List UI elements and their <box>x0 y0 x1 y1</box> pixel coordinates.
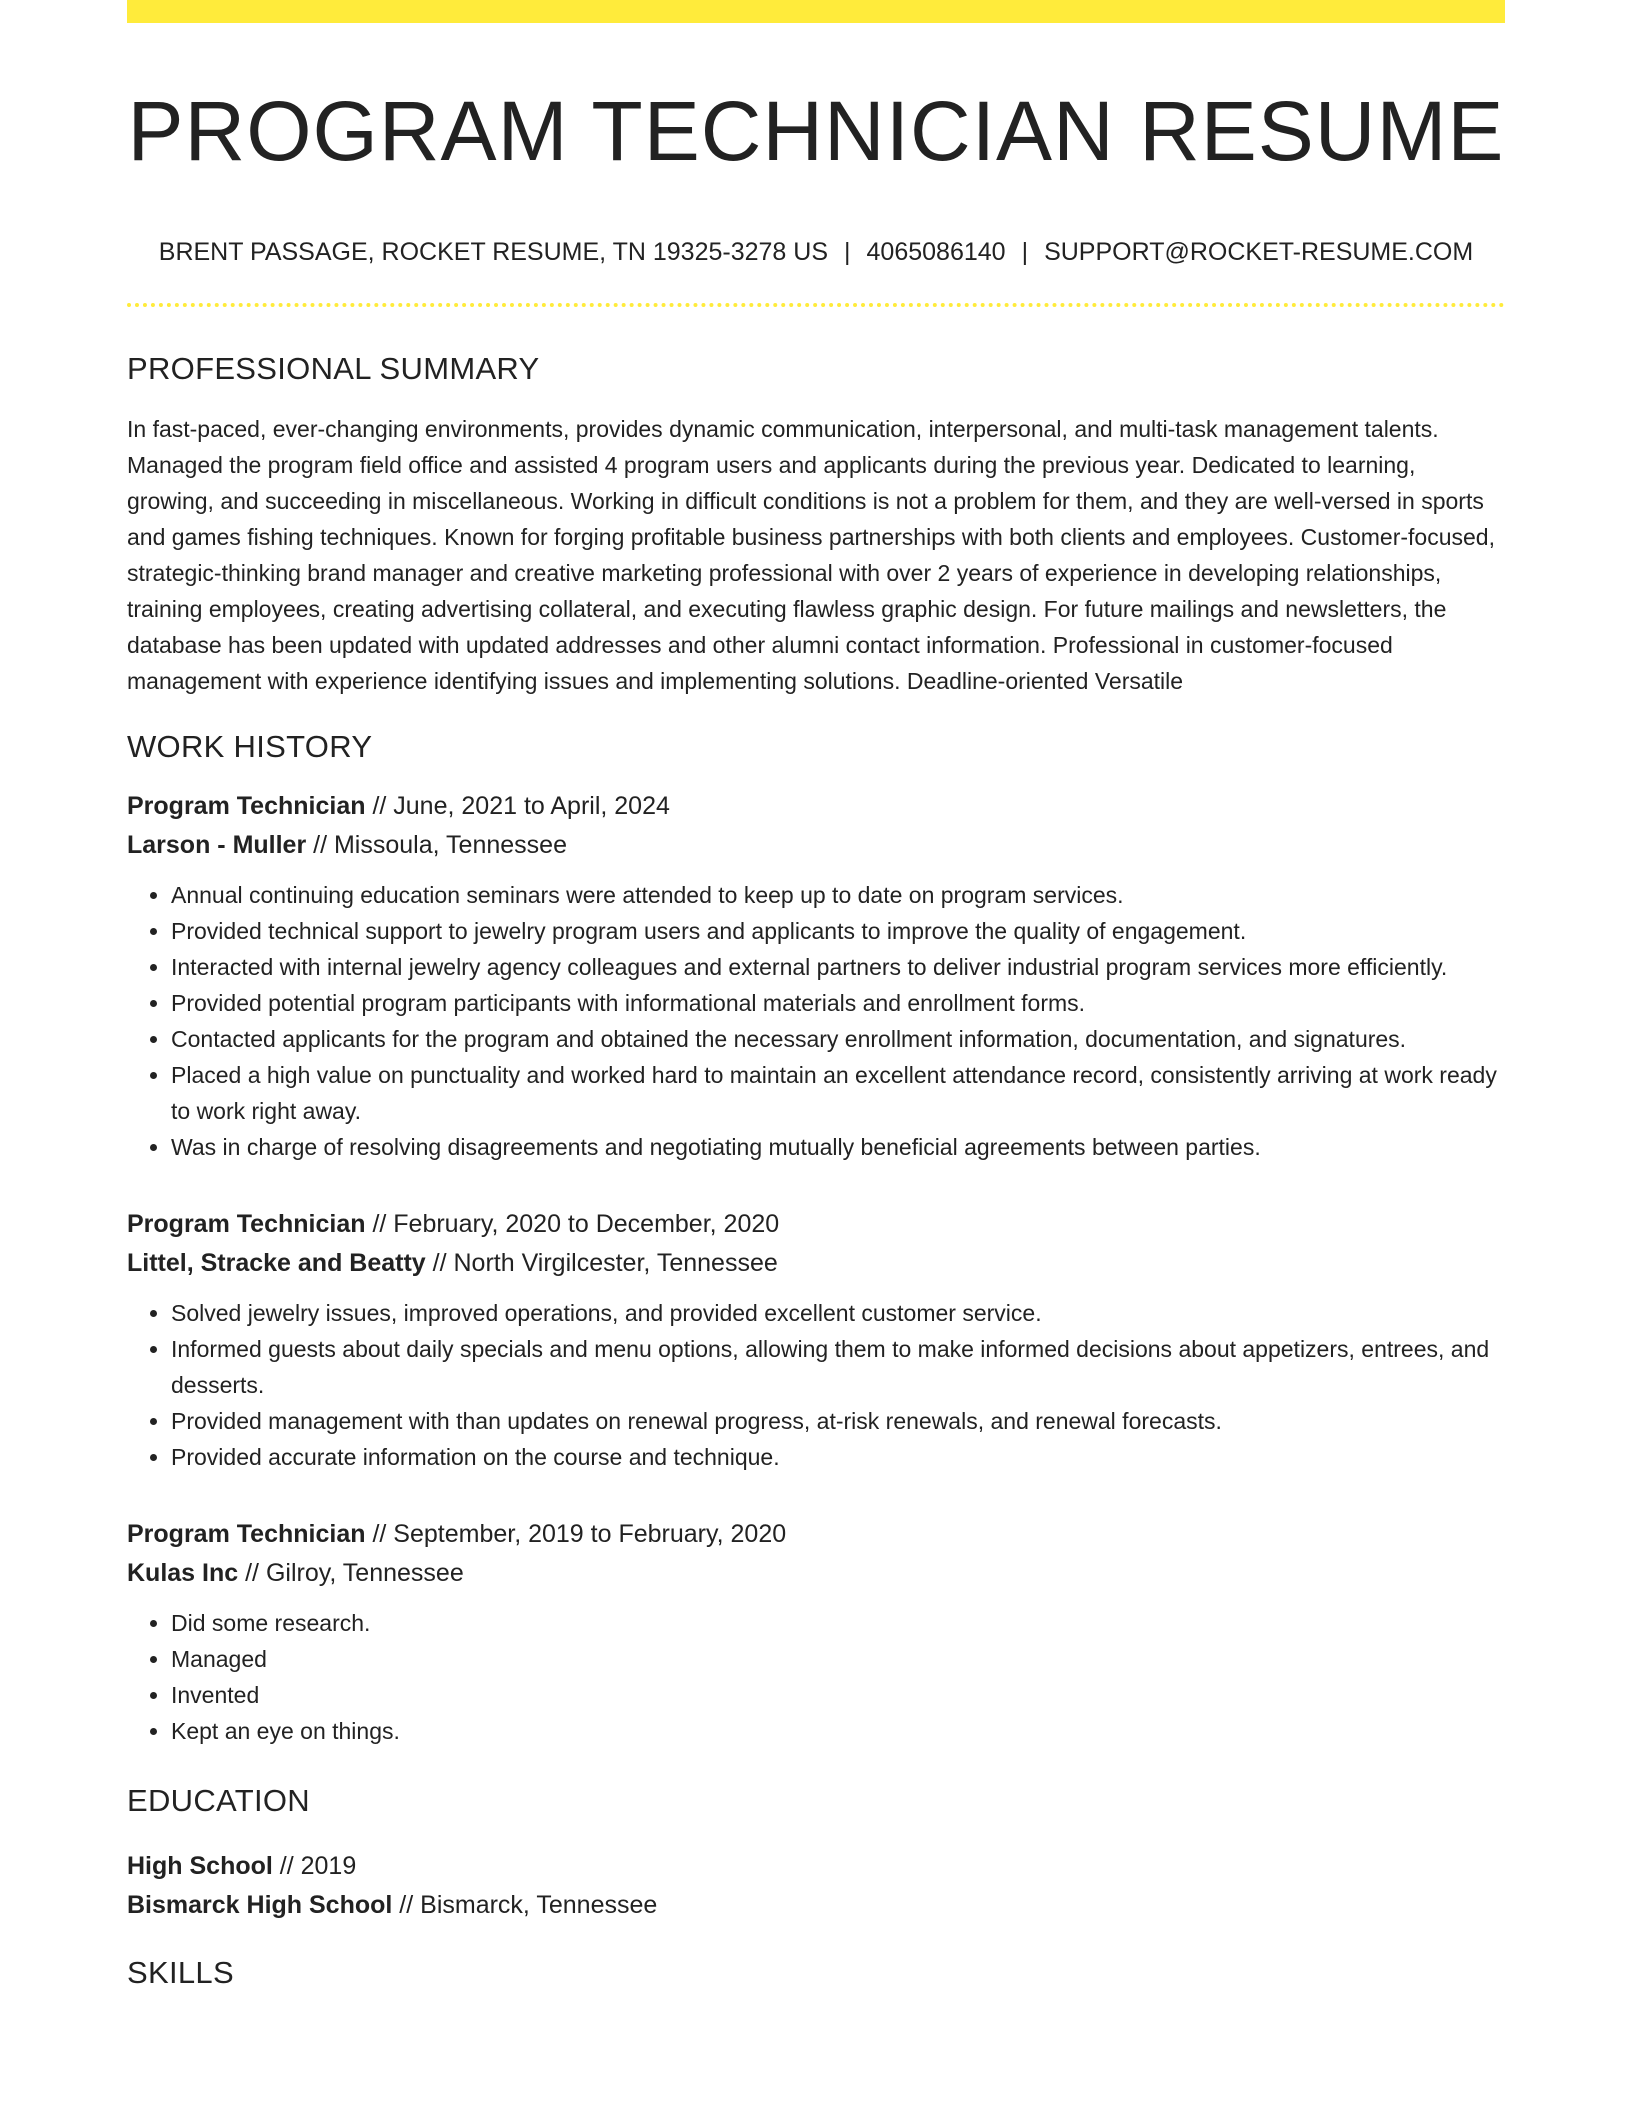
job-title-line <box>127 1205 1505 1244</box>
job-title-line <box>127 787 1505 826</box>
education-location: // Bismarck, Tennessee <box>392 1891 658 1919</box>
education-year: // 2019 <box>272 1852 357 1880</box>
job-company-line <box>127 1554 1505 1593</box>
job-location: // Gilroy, Tennessee <box>238 1559 464 1587</box>
contact-address: BRENT PASSAGE, ROCKET RESUME, TN 19325-3278 US <box>158 238 829 266</box>
job-location: // North Virgilcester, Tennessee <box>425 1249 778 1277</box>
job-bullet: • Kept an eye on things. <box>171 1713 1505 1749</box>
contact-line <box>127 235 1505 269</box>
job-entry <box>127 787 1505 1165</box>
job-bullet: • Provided potential program participants with informational materials and enrollment forms. <box>171 985 1505 1021</box>
job-bullet: • Was in charge of resolving disagreements and negotiating mutually beneficial agreements between parties. <box>171 1129 1505 1165</box>
education-degree: High School <box>127 1852 273 1880</box>
job-bullet: • Did some research. <box>171 1605 1505 1641</box>
education-degree-line <box>127 1847 1505 1886</box>
job-entry <box>127 1205 1505 1475</box>
job-bullet: • Invented <box>171 1677 1505 1713</box>
education-heading: EDUCATION <box>127 1783 310 1818</box>
contact-separator: | <box>844 238 851 266</box>
resume-title: PROGRAM TECHNICIAN RESUME <box>127 84 1505 178</box>
job-title: Program Technician <box>127 792 366 820</box>
job-bullet-list <box>127 1605 1505 1749</box>
job-company: Littel, Stracke and Beatty <box>127 1249 426 1277</box>
job-bullet: • Solved jewelry issues, improved operations, and provided excellent customer service. <box>171 1295 1505 1331</box>
contact-separator: | <box>1021 238 1029 266</box>
job-title-line <box>127 1515 1505 1554</box>
summary-text: In fast-paced, ever-changing environments, provides dynamic communication, interpersonal, and multi-task management talents. Managed the program field office and assisted 4 program users and applicants during the previous year. Dedicated to learning, growing, and succeeding in miscellaneous. Working in difficult conditions is not a problem for them, and they are well-versed in sports and games fishing techniques. Known for forging profitable business partnerships with both clients and employees. Customer-focused, strategic-thinking brand manager and creative marketing professional with over 2 years of experience in developing relationships, training employees, creating advertising collateral, and executing flawless graphic design. For future mailings and newsletters, the database has been updated with updated addresses and other alumni contact information. Professional in customer-focused management with experience identifying issues and implementing solutions. Deadline-oriented Versatile <box>127 416 1495 694</box>
job-bullet: • Interacted with internal jewelry agency colleagues and external partners to deliver industrial program services more efficiently. <box>171 949 1505 985</box>
work-history-heading: WORK HISTORY <box>127 729 373 764</box>
summary-heading: PROFESSIONAL SUMMARY <box>127 351 540 386</box>
contact-phone: 4065086140 <box>866 238 1006 266</box>
job-company-line <box>127 826 1505 865</box>
job-bullet: • Provided management with than updates on renewal progress, at-risk renewals, and renewal forecasts. <box>171 1403 1505 1439</box>
job-dates: // September, 2019 to February, 2020 <box>365 1520 787 1548</box>
resume-page <box>127 0 1505 1991</box>
job-dates: // February, 2020 to December, 2020 <box>365 1210 780 1238</box>
job-dates: // June, 2021 to April, 2024 <box>365 792 670 820</box>
job-title: Program Technician <box>127 1520 366 1548</box>
job-bullet: • Provided technical support to jewelry program users and applicants to improve the quality of engagement. <box>171 913 1505 949</box>
education-school-line <box>127 1886 1505 1925</box>
job-company: Kulas Inc <box>127 1559 239 1587</box>
accent-top-bar <box>127 0 1505 23</box>
job-bullet-list <box>127 1295 1505 1475</box>
contact-email: SUPPORT@ROCKET-RESUME.COM <box>1044 238 1474 266</box>
job-entry <box>127 1515 1505 1749</box>
job-company: Larson - Muller <box>127 831 307 859</box>
job-title: Program Technician <box>127 1210 366 1238</box>
job-company-line <box>127 1244 1505 1283</box>
job-bullet: • Managed <box>171 1641 1505 1677</box>
job-bullet: • Annual continuing education seminars were attended to keep up to date on program services. <box>171 877 1505 913</box>
skills-heading: SKILLS <box>127 1955 234 1990</box>
job-bullet: • Provided accurate information on the course and technique. <box>171 1439 1505 1475</box>
job-bullet: • Placed a high value on punctuality and worked hard to maintain an excellent attendance record, consistently arriving at work ready to work right away. <box>171 1057 1505 1129</box>
job-bullet-list <box>127 877 1505 1165</box>
dotted-divider <box>127 303 1505 307</box>
job-location: // Missoula, Tennessee <box>306 831 567 859</box>
education-entry <box>127 1847 1505 1925</box>
job-bullet: • Contacted applicants for the program and obtained the necessary enrollment information, documentation, and signatures. <box>171 1021 1505 1057</box>
education-school: Bismarck High School <box>127 1891 393 1919</box>
job-bullet: • Informed guests about daily specials and menu options, allowing them to make informed decisions about appetizers, entrees, and desserts. <box>171 1331 1505 1403</box>
